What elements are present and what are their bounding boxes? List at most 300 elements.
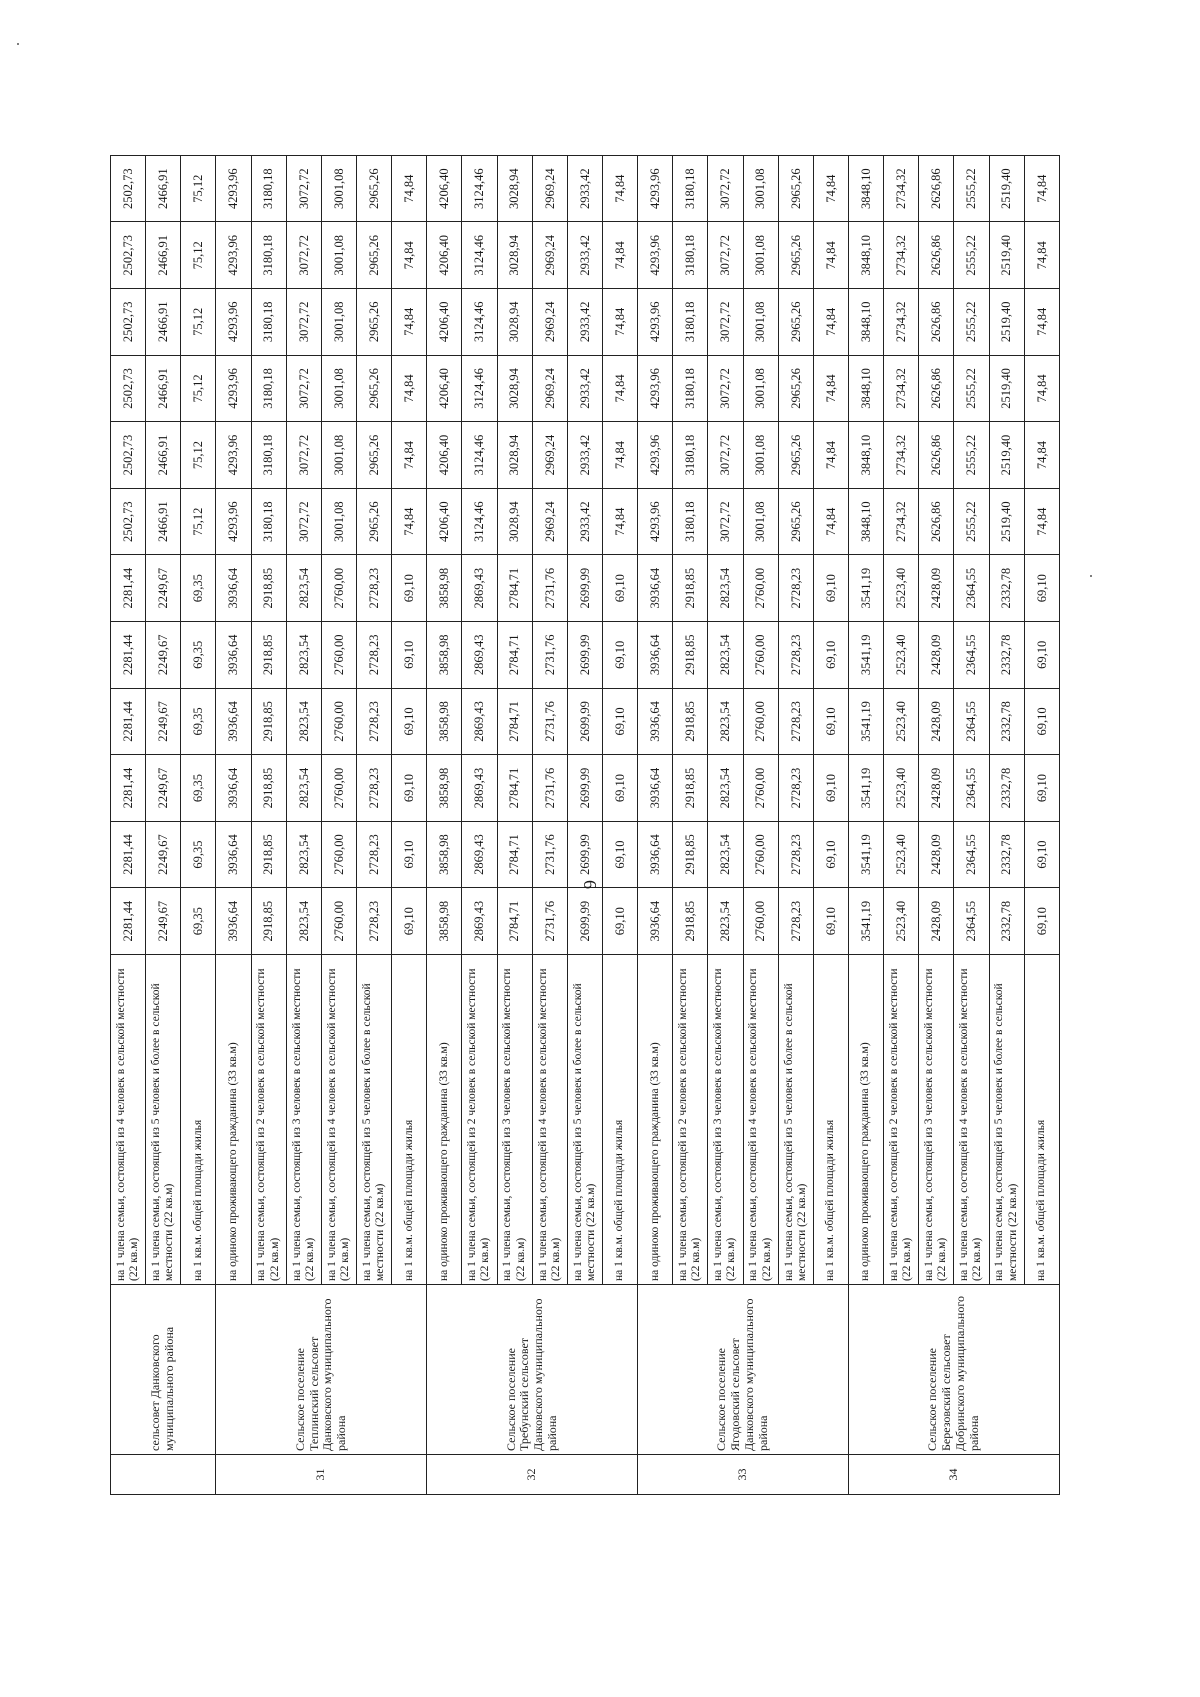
category-cell: на 1 члена семьи, состоящей из 3 человек в сельской местности (22 кв.м)	[708, 955, 743, 1285]
value-cell: 2918,85	[673, 688, 708, 755]
category-cell: на одиноко проживающего гражданина (33 кв.м)	[216, 955, 251, 1285]
value-cell: 3936,64	[638, 555, 673, 622]
value-cell: 3028,94	[497, 422, 532, 489]
value-cell: 2466,91	[146, 222, 181, 289]
value-cell: 2332,78	[989, 888, 1024, 955]
value-cell: 74,84	[1024, 355, 1059, 422]
value-cell: 4206,40	[427, 289, 462, 356]
value-cell: 2502,73	[111, 355, 146, 422]
value-cell: 4293,96	[216, 289, 251, 356]
category-cell: на 1 кв.м. общей площади жилья	[813, 955, 848, 1285]
value-cell: 2969,24	[532, 222, 567, 289]
value-cell: 4206,40	[427, 422, 462, 489]
value-cell: 2918,85	[673, 755, 708, 822]
value-cell: 2728,23	[356, 622, 391, 689]
category-cell: на 1 члена семьи, состоящей из 5 человек и более в сельской местности (22 кв.м)	[567, 955, 602, 1285]
value-cell: 2466,91	[146, 289, 181, 356]
value-cell: 3936,64	[216, 755, 251, 822]
scan-speck	[1090, 575, 1092, 577]
category-cell: на 1 члена семьи, состоящей из 2 человек в сельской местности (22 кв.м)	[884, 955, 919, 1285]
value-cell: 3180,18	[673, 289, 708, 356]
value-cell: 69,35	[181, 555, 216, 622]
category-cell: на 1 члена семьи, состоящей из 2 человек в сельской местности (22 кв.м)	[462, 955, 497, 1285]
value-cell: 2428,09	[919, 755, 954, 822]
value-cell: 69,10	[392, 821, 427, 888]
value-cell: 2728,23	[778, 622, 813, 689]
value-cell: 4206,40	[427, 488, 462, 555]
value-cell: 2428,09	[919, 688, 954, 755]
value-cell: 2760,00	[743, 755, 778, 822]
value-cell: 3858,98	[427, 622, 462, 689]
value-cell: 2965,26	[356, 422, 391, 489]
value-cell: 69,10	[813, 555, 848, 622]
value-cell: 69,10	[602, 821, 637, 888]
value-cell: 3180,18	[251, 355, 286, 422]
value-cell: 69,10	[602, 688, 637, 755]
value-cell: 3858,98	[427, 755, 462, 822]
value-cell: 3072,72	[708, 222, 743, 289]
value-cell: 3124,46	[462, 422, 497, 489]
value-cell: 2734,32	[884, 355, 919, 422]
value-cell: 3072,72	[286, 355, 321, 422]
value-cell: 3180,18	[673, 155, 708, 222]
value-cell: 2249,67	[146, 688, 181, 755]
value-cell: 2249,67	[146, 888, 181, 955]
value-cell: 2823,54	[286, 688, 321, 755]
table-row	[427, 155, 462, 1494]
value-cell: 2823,54	[708, 755, 743, 822]
value-cell: 3001,08	[743, 222, 778, 289]
value-cell: 3541,19	[848, 821, 883, 888]
value-cell: 2760,00	[321, 622, 356, 689]
value-cell: 2760,00	[321, 555, 356, 622]
value-cell: 69,10	[813, 622, 848, 689]
value-cell: 2281,44	[111, 688, 146, 755]
value-cell: 3001,08	[743, 422, 778, 489]
value-cell: 2523,40	[884, 888, 919, 955]
value-cell: 3001,08	[321, 155, 356, 222]
value-cell: 2965,26	[778, 488, 813, 555]
value-cell: 2760,00	[743, 821, 778, 888]
value-cell: 2281,44	[111, 888, 146, 955]
value-cell: 3936,64	[216, 888, 251, 955]
value-cell: 2933,42	[567, 155, 602, 222]
value-cell: 2734,32	[884, 222, 919, 289]
value-cell: 2728,23	[356, 755, 391, 822]
value-cell: 2728,23	[356, 555, 391, 622]
value-cell: 2784,71	[497, 888, 532, 955]
value-cell: 3858,98	[427, 555, 462, 622]
value-cell: 2249,67	[146, 622, 181, 689]
value-cell: 2869,43	[462, 888, 497, 955]
value-cell: 69,10	[1024, 888, 1059, 955]
value-cell: 3936,64	[216, 688, 251, 755]
value-cell: 2523,40	[884, 821, 919, 888]
value-cell: 2428,09	[919, 555, 954, 622]
value-cell: 3848,10	[848, 488, 883, 555]
value-cell: 2519,40	[989, 222, 1024, 289]
value-cell: 2555,22	[954, 355, 989, 422]
value-cell: 74,84	[392, 155, 427, 222]
value-cell: 2731,76	[532, 821, 567, 888]
value-cell: 2731,76	[532, 755, 567, 822]
value-cell: 3180,18	[251, 289, 286, 356]
value-cell: 69,10	[1024, 555, 1059, 622]
value-cell: 2784,71	[497, 555, 532, 622]
value-cell: 2965,26	[356, 488, 391, 555]
value-cell: 3936,64	[216, 821, 251, 888]
value-cell: 69,10	[392, 622, 427, 689]
value-cell: 2523,40	[884, 555, 919, 622]
value-cell: 74,84	[813, 422, 848, 489]
value-cell: 2466,91	[146, 155, 181, 222]
value-cell: 2523,40	[884, 755, 919, 822]
value-cell: 2823,54	[708, 821, 743, 888]
value-cell: 2466,91	[146, 355, 181, 422]
value-cell: 69,10	[602, 622, 637, 689]
value-cell: 2784,71	[497, 821, 532, 888]
value-cell: 4206,40	[427, 222, 462, 289]
value-cell: 75,12	[181, 155, 216, 222]
value-cell: 3180,18	[673, 355, 708, 422]
value-cell: 69,10	[813, 821, 848, 888]
value-cell: 2364,55	[954, 688, 989, 755]
value-cell: 3001,08	[743, 488, 778, 555]
category-cell: на 1 члена семьи, состоящей из 5 человек и более в сельской местности (22 кв.м)	[778, 955, 813, 1285]
value-cell: 3180,18	[251, 488, 286, 555]
value-cell: 3180,18	[251, 155, 286, 222]
value-cell: 4293,96	[638, 422, 673, 489]
value-cell: 69,35	[181, 755, 216, 822]
value-cell: 2519,40	[989, 155, 1024, 222]
value-cell: 3936,64	[638, 821, 673, 888]
page-number: 6	[580, 880, 600, 889]
value-cell: 74,84	[602, 222, 637, 289]
category-cell: на одиноко проживающего гражданина (33 кв.м)	[848, 955, 883, 1285]
group-index-cell: 33	[638, 1455, 849, 1495]
value-cell: 2364,55	[954, 555, 989, 622]
value-cell: 2519,40	[989, 422, 1024, 489]
category-cell: на 1 кв.м. общей площади жилья	[602, 955, 637, 1285]
value-cell: 2249,67	[146, 555, 181, 622]
value-cell: 2869,43	[462, 821, 497, 888]
value-cell: 2933,42	[567, 355, 602, 422]
value-cell: 2823,54	[286, 821, 321, 888]
value-cell: 4293,96	[638, 222, 673, 289]
value-cell: 2918,85	[251, 555, 286, 622]
value-cell: 69,10	[813, 755, 848, 822]
value-cell: 2523,40	[884, 688, 919, 755]
settlement-cell: Сельское поселение Требунский сельсовет Данковского муниципального района	[427, 1285, 638, 1455]
value-cell: 69,35	[181, 888, 216, 955]
value-cell: 2965,26	[356, 222, 391, 289]
value-cell: 2918,85	[251, 888, 286, 955]
value-cell: 3072,72	[286, 155, 321, 222]
value-cell: 2428,09	[919, 888, 954, 955]
value-cell: 2918,85	[673, 888, 708, 955]
value-cell: 2502,73	[111, 222, 146, 289]
value-cell: 2760,00	[321, 688, 356, 755]
value-cell: 2555,22	[954, 422, 989, 489]
value-cell: 2969,24	[532, 488, 567, 555]
value-cell: 69,10	[1024, 821, 1059, 888]
value-cell: 2519,40	[989, 289, 1024, 356]
value-cell: 2332,78	[989, 755, 1024, 822]
value-cell: 2281,44	[111, 622, 146, 689]
value-cell: 2918,85	[251, 688, 286, 755]
value-cell: 2332,78	[989, 622, 1024, 689]
scan-speck	[17, 43, 19, 45]
value-cell: 74,84	[1024, 222, 1059, 289]
value-cell: 69,10	[602, 888, 637, 955]
value-cell: 69,10	[392, 688, 427, 755]
value-cell: 3124,46	[462, 155, 497, 222]
value-cell: 2734,32	[884, 289, 919, 356]
value-cell: 2699,99	[567, 688, 602, 755]
value-cell: 74,84	[813, 222, 848, 289]
value-cell: 3858,98	[427, 888, 462, 955]
value-cell: 3180,18	[251, 222, 286, 289]
value-cell: 74,84	[392, 222, 427, 289]
value-cell: 75,12	[181, 289, 216, 356]
value-cell: 2869,43	[462, 755, 497, 822]
value-cell: 74,84	[602, 355, 637, 422]
value-cell: 2555,22	[954, 289, 989, 356]
value-cell: 3936,64	[638, 622, 673, 689]
category-cell: на 1 члена семьи, состоящей из 5 человек и более в сельской местности (22 кв.м)	[989, 955, 1024, 1285]
category-cell: на одиноко проживающего гражданина (33 кв.м)	[638, 955, 673, 1285]
value-cell: 2728,23	[356, 688, 391, 755]
group-index-cell: 34	[848, 1455, 1059, 1495]
settlement-cell: Сельское поселение Ягодовский сельсовет Данковского муниципального района	[638, 1285, 849, 1455]
value-cell: 2869,43	[462, 555, 497, 622]
value-cell: 2918,85	[251, 755, 286, 822]
value-cell: 3028,94	[497, 289, 532, 356]
value-cell: 3072,72	[286, 289, 321, 356]
value-cell: 2731,76	[532, 688, 567, 755]
value-cell: 2519,40	[989, 488, 1024, 555]
value-cell: 74,84	[1024, 289, 1059, 356]
table-body	[111, 155, 1060, 1494]
value-cell: 2933,42	[567, 289, 602, 356]
value-cell: 2364,55	[954, 622, 989, 689]
value-cell: 3001,08	[321, 222, 356, 289]
value-cell: 3848,10	[848, 355, 883, 422]
value-cell: 2731,76	[532, 555, 567, 622]
value-cell: 2523,40	[884, 622, 919, 689]
value-cell: 2699,99	[567, 755, 602, 822]
table-row	[848, 155, 883, 1494]
value-cell: 2760,00	[321, 755, 356, 822]
value-cell: 2555,22	[954, 155, 989, 222]
value-cell: 75,12	[181, 422, 216, 489]
table-row	[638, 155, 673, 1494]
category-cell: на одиноко проживающего гражданина (33 кв.м)	[427, 955, 462, 1285]
value-cell: 2466,91	[146, 422, 181, 489]
category-cell: на 1 члена семьи, состоящей из 4 человек в сельской местности (22 кв.м)	[954, 955, 989, 1285]
value-cell: 69,35	[181, 821, 216, 888]
value-cell: 2869,43	[462, 622, 497, 689]
value-cell: 4293,96	[638, 155, 673, 222]
value-cell: 3072,72	[708, 422, 743, 489]
value-cell: 2626,86	[919, 289, 954, 356]
value-cell: 4206,40	[427, 155, 462, 222]
value-cell: 2699,99	[567, 888, 602, 955]
value-cell: 3180,18	[251, 422, 286, 489]
value-cell: 74,84	[602, 289, 637, 356]
value-cell: 69,10	[602, 555, 637, 622]
category-cell: на 1 члена семьи, состоящей из 4 человек в сельской местности (22 кв.м)	[743, 955, 778, 1285]
value-cell: 3848,10	[848, 155, 883, 222]
value-cell: 3541,19	[848, 688, 883, 755]
value-cell: 2823,54	[708, 888, 743, 955]
value-cell: 2760,00	[743, 555, 778, 622]
value-cell: 3858,98	[427, 821, 462, 888]
value-cell: 3072,72	[286, 422, 321, 489]
value-cell: 4293,96	[638, 355, 673, 422]
value-cell: 2823,54	[286, 555, 321, 622]
value-cell: 2823,54	[286, 622, 321, 689]
value-cell: 2428,09	[919, 622, 954, 689]
value-cell: 2699,99	[567, 622, 602, 689]
value-cell: 3028,94	[497, 355, 532, 422]
value-cell: 3001,08	[321, 289, 356, 356]
value-cell: 2784,71	[497, 622, 532, 689]
value-cell: 69,10	[392, 555, 427, 622]
value-cell: 2969,24	[532, 422, 567, 489]
value-cell: 69,10	[602, 755, 637, 822]
value-cell: 2555,22	[954, 488, 989, 555]
value-cell: 3541,19	[848, 888, 883, 955]
value-cell: 3848,10	[848, 222, 883, 289]
value-cell: 3028,94	[497, 155, 532, 222]
value-cell: 69,10	[1024, 622, 1059, 689]
value-cell: 74,84	[813, 289, 848, 356]
value-cell: 2626,86	[919, 155, 954, 222]
value-cell: 4206,40	[427, 355, 462, 422]
value-cell: 3028,94	[497, 222, 532, 289]
value-cell: 2502,73	[111, 289, 146, 356]
value-cell: 3541,19	[848, 755, 883, 822]
value-cell: 74,84	[602, 488, 637, 555]
value-cell: 3072,72	[708, 355, 743, 422]
category-cell: на 1 члена семьи, состоящей из 4 человек в сельской местности (22 кв.м)	[321, 955, 356, 1285]
value-cell: 4293,96	[216, 222, 251, 289]
value-cell: 2626,86	[919, 222, 954, 289]
value-cell: 3001,08	[743, 289, 778, 356]
value-cell: 2364,55	[954, 821, 989, 888]
value-cell: 4293,96	[638, 488, 673, 555]
value-cell: 2784,71	[497, 755, 532, 822]
category-cell: на 1 члена семьи, состоящей из 4 человек в сельской местности (22 кв.м)	[532, 955, 567, 1285]
value-cell: 3180,18	[673, 488, 708, 555]
category-cell: на 1 члена семьи, состоящей из 4 человек в сельской местности (22 кв.м)	[111, 955, 146, 1285]
value-cell: 74,84	[392, 422, 427, 489]
value-cell: 3001,08	[743, 355, 778, 422]
value-cell: 2965,26	[356, 289, 391, 356]
value-cell: 2731,76	[532, 622, 567, 689]
value-cell: 74,84	[392, 488, 427, 555]
value-cell: 3072,72	[708, 488, 743, 555]
value-cell: 2555,22	[954, 222, 989, 289]
value-cell: 2728,23	[778, 688, 813, 755]
settlement-cell: Сельское поселение Теплинский сельсовет Данковского муниципального района	[216, 1285, 427, 1455]
value-cell: 3848,10	[848, 289, 883, 356]
value-cell: 2734,32	[884, 488, 919, 555]
category-cell: на 1 кв.м. общей площади жилья	[1024, 955, 1059, 1285]
value-cell: 2933,42	[567, 222, 602, 289]
value-cell: 3124,46	[462, 488, 497, 555]
value-cell: 3936,64	[638, 888, 673, 955]
value-cell: 2965,26	[356, 355, 391, 422]
value-cell: 2965,26	[356, 155, 391, 222]
value-cell: 2760,00	[321, 821, 356, 888]
value-cell: 3124,46	[462, 355, 497, 422]
settlement-cell: сельсовет Данковского муниципального района	[111, 1285, 216, 1455]
value-cell: 3001,08	[321, 422, 356, 489]
value-cell: 4293,96	[216, 155, 251, 222]
value-cell: 2281,44	[111, 555, 146, 622]
value-cell: 3858,98	[427, 688, 462, 755]
value-cell: 2699,99	[567, 821, 602, 888]
value-cell: 2364,55	[954, 888, 989, 955]
value-cell: 2466,91	[146, 488, 181, 555]
value-cell: 4293,96	[216, 422, 251, 489]
value-cell: 69,10	[1024, 755, 1059, 822]
cost-table	[110, 155, 1060, 1495]
value-cell: 3001,08	[743, 155, 778, 222]
value-cell: 2823,54	[286, 888, 321, 955]
value-cell: 2731,76	[532, 888, 567, 955]
value-cell: 2965,26	[778, 155, 813, 222]
value-cell: 69,10	[813, 688, 848, 755]
table-row	[111, 155, 146, 1494]
value-cell: 75,12	[181, 355, 216, 422]
value-cell: 2332,78	[989, 821, 1024, 888]
value-cell: 69,35	[181, 688, 216, 755]
value-cell: 2734,32	[884, 155, 919, 222]
value-cell: 2728,23	[778, 755, 813, 822]
value-cell: 2699,99	[567, 555, 602, 622]
value-cell: 2249,67	[146, 755, 181, 822]
value-cell: 4293,96	[216, 488, 251, 555]
value-cell: 69,10	[392, 888, 427, 955]
value-cell: 2965,26	[778, 289, 813, 356]
value-cell: 3072,72	[708, 289, 743, 356]
value-cell: 74,84	[1024, 155, 1059, 222]
category-cell: на 1 члена семьи, состоящей из 3 человек в сельской местности (22 кв.м)	[919, 955, 954, 1285]
value-cell: 3001,08	[321, 355, 356, 422]
value-cell: 2332,78	[989, 555, 1024, 622]
value-cell: 69,35	[181, 622, 216, 689]
rotated-page	[110, 155, 1060, 1495]
value-cell: 3028,94	[497, 488, 532, 555]
value-cell: 2760,00	[321, 888, 356, 955]
value-cell: 2918,85	[251, 821, 286, 888]
value-cell: 4293,96	[638, 289, 673, 356]
value-cell: 2918,85	[251, 622, 286, 689]
value-cell: 3072,72	[708, 155, 743, 222]
value-cell: 2626,86	[919, 355, 954, 422]
value-cell: 2332,78	[989, 688, 1024, 755]
value-cell: 3936,64	[638, 755, 673, 822]
value-cell: 2969,24	[532, 355, 567, 422]
value-cell: 3124,46	[462, 222, 497, 289]
value-cell: 2869,43	[462, 688, 497, 755]
category-cell: на 1 члена семьи, состоящей из 2 человек в сельской местности (22 кв.м)	[251, 955, 286, 1285]
value-cell: 3124,46	[462, 289, 497, 356]
value-cell: 2823,54	[708, 688, 743, 755]
